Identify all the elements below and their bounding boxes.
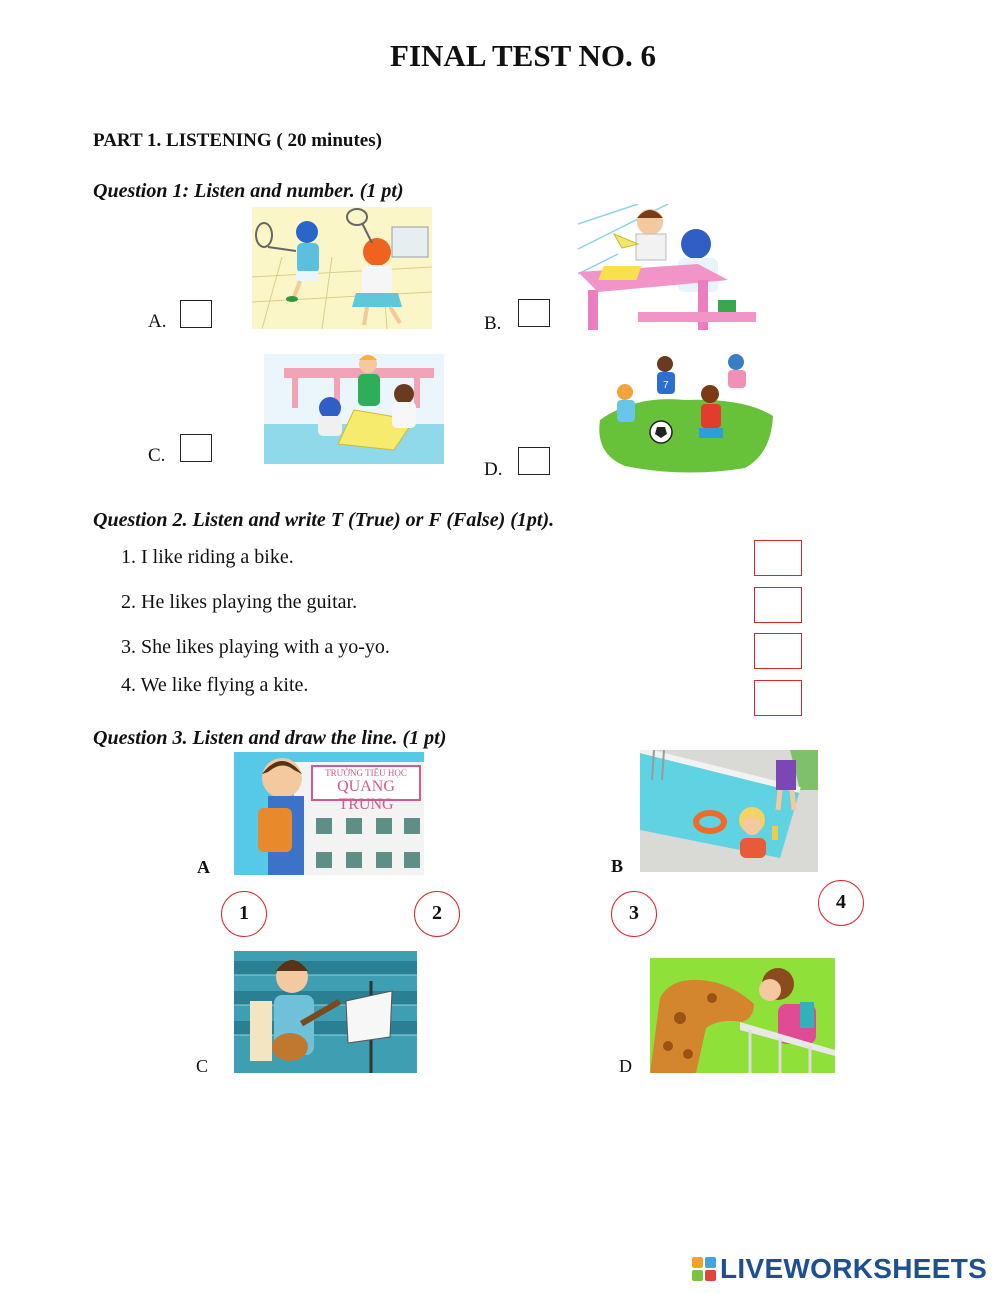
liveworksheets-text: LIVEWORKSHEETS	[720, 1253, 988, 1284]
picture-paper-planes	[578, 204, 756, 330]
svg-text:7: 7	[663, 380, 669, 391]
answer-box-1[interactable]	[754, 540, 802, 576]
page-title: FINAL TEST NO. 6	[390, 38, 656, 73]
liveworksheets-logo-icon	[692, 1257, 716, 1281]
statement-1: 1. I like riding a bike.	[121, 546, 294, 568]
statement-2: 2. He likes playing the guitar.	[121, 591, 358, 613]
picture-d-label: D	[619, 1056, 632, 1076]
answer-box-3[interactable]	[754, 633, 802, 669]
picture-guitar	[234, 951, 417, 1073]
number-circle-4[interactable]: 4	[818, 880, 864, 926]
school-sign-line1: TRƯỜNG TIỂU HỌC	[325, 768, 407, 778]
picture-b-label: B	[611, 856, 624, 876]
option-a-number-box[interactable]	[180, 300, 212, 328]
statement-4: 4. We like flying a kite.	[121, 674, 309, 696]
picture-a-label: A	[197, 857, 210, 877]
answer-box-4[interactable]	[754, 680, 802, 716]
option-d-label: D.	[484, 459, 503, 480]
picture-swimming-pool	[640, 750, 818, 872]
number-circle-2[interactable]: 2	[414, 891, 460, 937]
number-circle-3[interactable]: 3	[611, 891, 657, 937]
part-heading: PART 1. LISTENING ( 20 minutes)	[93, 130, 382, 151]
answer-box-2[interactable]	[754, 587, 802, 623]
option-b-number-box[interactable]	[518, 299, 550, 327]
option-d-number-box[interactable]	[518, 447, 550, 475]
liveworksheets-watermark	[692, 1252, 987, 1286]
option-b-label: B.	[484, 313, 502, 334]
option-c-label: C.	[148, 445, 166, 466]
question-2-heading: Question 2. Listen and write T (True) or F (False) (1pt).	[93, 509, 555, 531]
statement-3: 3. She likes playing with a yo-yo.	[121, 636, 390, 658]
option-c-number-box[interactable]	[180, 434, 212, 462]
school-sign-line2: QUANG TRUNG	[337, 778, 395, 813]
question-3-heading: Question 3. Listen and draw the line. (1 pt)	[93, 727, 447, 749]
picture-badminton	[252, 207, 432, 329]
picture-giraffe	[650, 958, 835, 1073]
question-1-heading: Question 1: Listen and number. (1 pt)	[93, 180, 404, 202]
picture-making-kite	[264, 354, 444, 464]
picture-football	[595, 350, 775, 480]
picture-c-label: C	[196, 1056, 209, 1076]
number-circle-1[interactable]: 1	[221, 891, 267, 937]
option-a-label: A.	[148, 311, 167, 332]
picture-school	[234, 752, 424, 875]
